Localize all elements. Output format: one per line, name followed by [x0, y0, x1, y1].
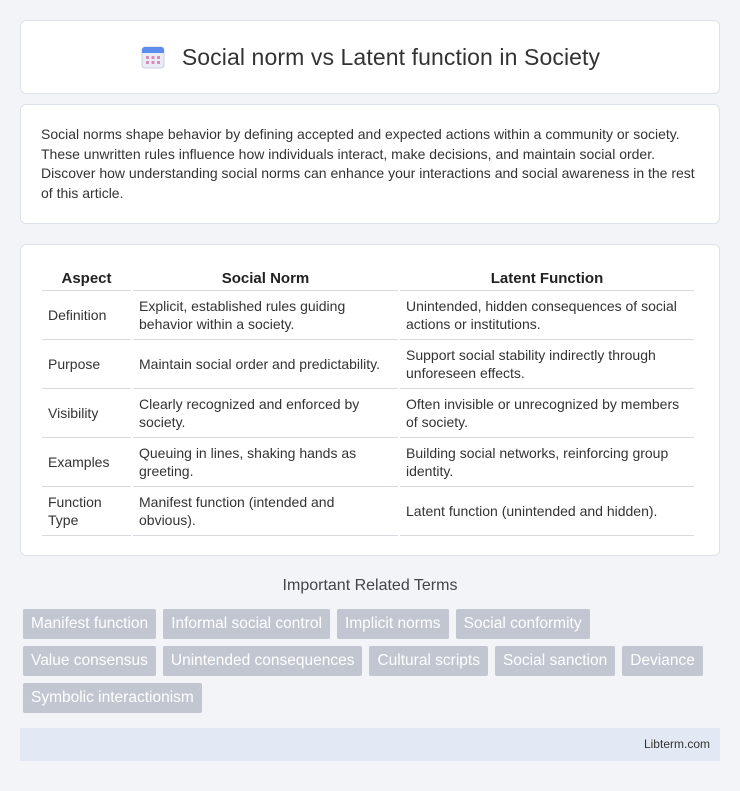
table-row: [42, 389, 694, 438]
column-header-aspect: Aspect: [42, 265, 131, 291]
table-row: [42, 340, 694, 389]
related-terms-list: [23, 609, 723, 713]
comparison-table: [40, 265, 696, 536]
related-term-tag[interactable]: Cultural scripts: [369, 646, 488, 676]
related-term-tag[interactable]: Social conformity: [456, 609, 590, 639]
row-aspect: Purpose: [42, 340, 131, 389]
footer: [20, 728, 720, 761]
related-term-tag[interactable]: Deviance: [622, 646, 703, 676]
header-card: [20, 20, 720, 94]
row-aspect: Examples: [42, 438, 131, 487]
related-term-tag[interactable]: Value consensus: [23, 646, 156, 676]
row-latent-function: Latent function (unintended and hidden).: [400, 487, 694, 536]
related-term-tag[interactable]: Implicit norms: [337, 609, 449, 639]
related-term-tag[interactable]: Informal social control: [163, 609, 330, 639]
related-term-tag[interactable]: Unintended consequences: [163, 646, 363, 676]
column-header-latent-function: Latent Function: [400, 265, 694, 291]
row-social-norm: Queuing in lines, shaking hands as greeting.: [133, 438, 398, 487]
row-social-norm: Maintain social order and predictability.: [133, 340, 398, 389]
related-terms-title: Important Related Terms: [282, 577, 458, 594]
row-social-norm: Manifest function (intended and obvious).: [133, 487, 398, 536]
footer-brand-link[interactable]: Libterm.com: [643, 737, 710, 751]
row-social-norm: Explicit, established rules guiding behavior within a society.: [133, 291, 398, 340]
related-term-tag[interactable]: Manifest function: [23, 609, 156, 639]
row-aspect: Function Type: [42, 487, 131, 536]
table-header-row: [42, 265, 694, 291]
row-aspect: Visibility: [42, 389, 131, 438]
table-row: [42, 291, 694, 340]
table-row: [42, 438, 694, 487]
calendar-icon: [140, 44, 166, 70]
intro-text: Social norms shape behavior by defining accepted and expected actions within a community or society. These unwritten rules influence how individuals interact, make decisions, and maintain social order. Discover how understanding social norms can enhance your interactions and social awareness in the rest of this article.: [41, 126, 695, 201]
row-aspect: Definition: [42, 291, 131, 340]
table-row: [42, 487, 694, 536]
page-title: Social norm vs Latent function in Society: [181, 43, 601, 70]
row-social-norm: Clearly recognized and enforced by society.: [133, 389, 398, 438]
row-latent-function: Unintended, hidden consequences of social actions or institutions.: [400, 291, 694, 340]
intro-card: [20, 104, 720, 224]
related-term-tag[interactable]: Symbolic interactionism: [23, 683, 202, 713]
row-latent-function: Support social stability indirectly through unforeseen effects.: [400, 340, 694, 389]
row-latent-function: Often invisible or unrecognized by members of society.: [400, 389, 694, 438]
related-term-tag[interactable]: Social sanction: [495, 646, 615, 676]
row-latent-function: Building social networks, reinforcing group identity.: [400, 438, 694, 487]
comparison-table-card: [20, 244, 720, 556]
column-header-social-norm: Social Norm: [133, 265, 398, 291]
